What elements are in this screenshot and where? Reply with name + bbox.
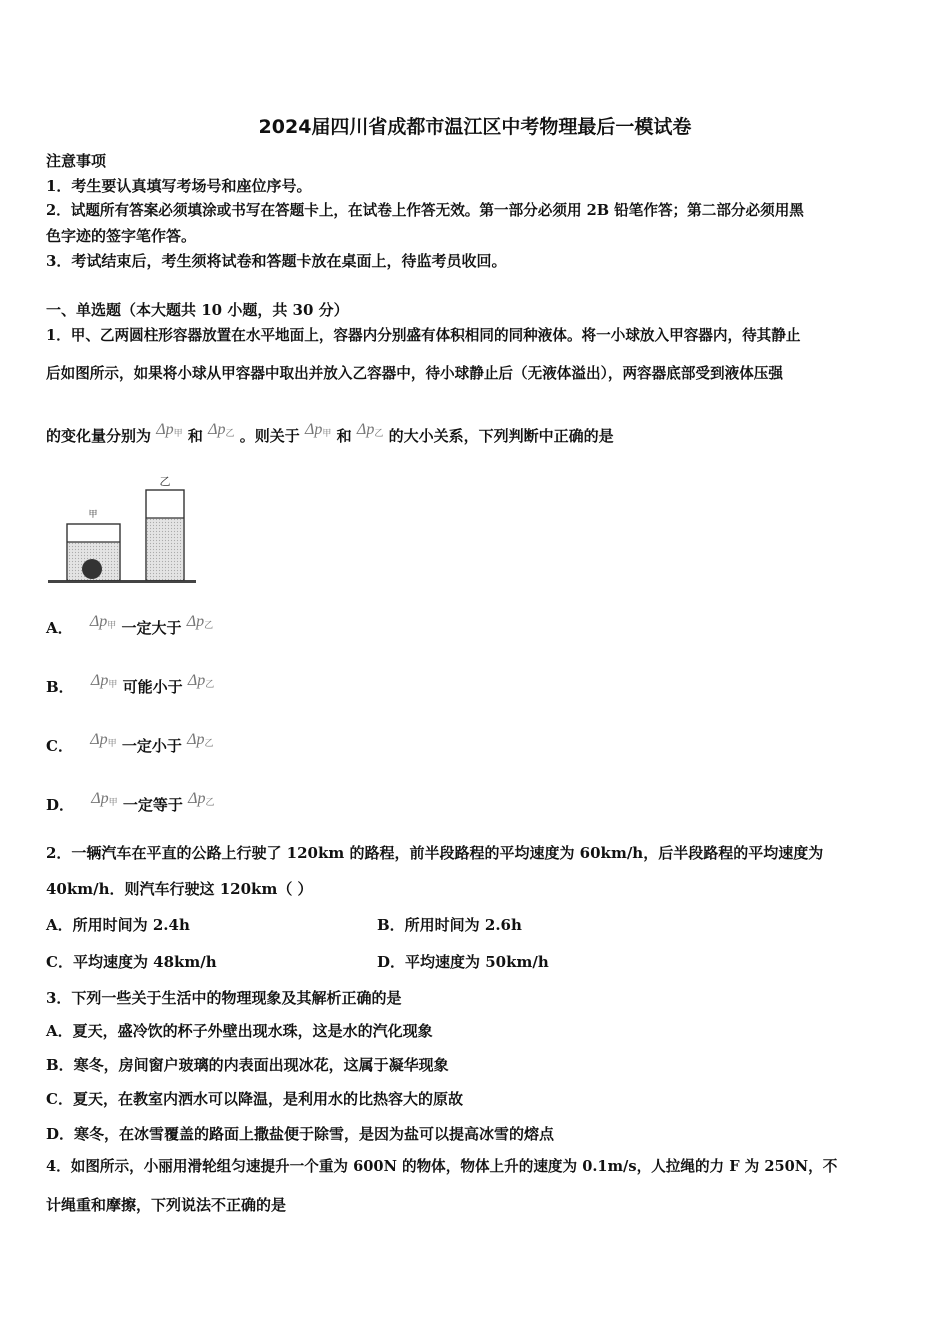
q3-stem: 3．下列一些关于生活中的物理现象及其解析正确的是 (46, 989, 402, 1007)
delta-p-jia: $\Delta p_甲$ (156, 421, 183, 438)
delta-p-yi-icon: $\Delta p_乙$ (186, 613, 214, 630)
q2-option-c[interactable]: C．平均速度为 48km/h (46, 953, 217, 971)
ball (82, 559, 102, 579)
q1-container-figure (44, 470, 204, 590)
q3-option-d[interactable]: D．寒冬，在冰雪覆盖的路面上撒盐便于除雪，是因为盐可以提高冰雪的熔点 (46, 1125, 555, 1143)
q1-option-a[interactable]: A． $\Delta p_甲$ 一定大于 $\Delta p_乙$ (46, 613, 214, 637)
q3-option-c[interactable]: C．夏天，在教室内洒水可以降温，是利用水的比热容大的原故 (46, 1090, 463, 1108)
q1-option-b[interactable]: B． $\Delta p_甲$ 可能小于 $\Delta p_乙$ (46, 672, 215, 696)
notice-item-2a: 2．试题所有答案必须填涂或书写在答题卡上，在试卷上作答无效。第一部分必须用 2B 铅笔作答；第二部分必须用黑 (46, 202, 804, 219)
q3-option-a[interactable]: A．夏天，盛冷饮的杯子外壁出现水珠，这是水的汽化现象 (46, 1022, 433, 1040)
q2-option-b[interactable]: B．所用时间为 2.6h (377, 916, 522, 934)
notice-heading: 注意事项 (46, 152, 107, 170)
delta-p-jia-2: $\Delta p_甲$ (305, 421, 332, 438)
delta-p-yi-2: $\Delta p_乙$ (356, 421, 384, 438)
q1-line-1: 1．甲、乙两圆柱形容器放置在水平地面上，容器内分别盛有体积相同的同种液体。将一小球放入甲容器内，待其静止 (46, 327, 801, 344)
q2-option-a[interactable]: A．所用时间为 2.4h (46, 916, 190, 934)
q3-option-b[interactable]: B．寒冬，房间窗户玻璃的内表面出现冰花，这属于凝华现象 (46, 1056, 449, 1074)
q1-option-c[interactable]: C． $\Delta p_甲$ 一定小于 $\Delta p_乙$ (46, 731, 214, 755)
label-yi: 乙 (159, 475, 171, 488)
q1-line-2: 后如图所示，如果将小球从甲容器中取出并放入乙容器中，待小球静止后（无液体溢出），两容器底部受到液体压强 (46, 365, 783, 382)
notice-item-1: 1．考生要认真填写考场号和座位序号。 (46, 177, 312, 195)
q1-line-3c: 。则关于 (239, 427, 300, 445)
delta-p-jia-icon: $\Delta p_甲$ (89, 613, 117, 630)
label-jia: 甲 (88, 510, 98, 520)
section-heading: 一、单选题（本大题共 10 小题，共 30 分） (46, 301, 349, 319)
notice-item-2b: 色字迹的签字笔作答。 (46, 227, 197, 245)
q1-line-3d: 和 (336, 427, 352, 445)
q1-line-3e: 的大小关系，下列判断中正确的是 (388, 427, 614, 445)
q2-option-d[interactable]: D．平均速度为 50km/h (377, 953, 549, 971)
notice-item-3: 3．考试结束后，考生须将试卷和答题卡放在桌面上，待监考员收回。 (46, 252, 507, 270)
q1-line-3a: 的变化量分别为 (46, 427, 152, 445)
q1-line-3 (46, 421, 614, 450)
q2-line-2: 40km/h．则汽车行驶这 120km（ ） (46, 880, 313, 898)
q2-line-1: 2．一辆汽车在平直的公路上行驶了 120km 的路程，前半段路程的平均速度为 60km/h，后半段路程的平均速度为 (46, 844, 824, 862)
q4-line-1: 4．如图所示，小丽用滑轮组匀速提升一个重为 600N 的物体，物体上升的速度为 0.1m/s，人拉绳的力 F 为 250N，不 (46, 1158, 838, 1175)
liquid-yi (147, 518, 183, 580)
delta-p-yi: $\Delta p_乙$ (208, 421, 235, 438)
q1-line-3b: 和 (187, 427, 203, 445)
page-title: 2024届四川省成都市温江区中考物理最后一模试卷 (258, 116, 692, 138)
q1-option-d[interactable]: D． $\Delta p_甲$ 一定等于 $\Delta p_乙$ (46, 790, 215, 814)
q4-line-2: 计绳重和摩擦，下列说法不正确的是 (46, 1196, 287, 1214)
